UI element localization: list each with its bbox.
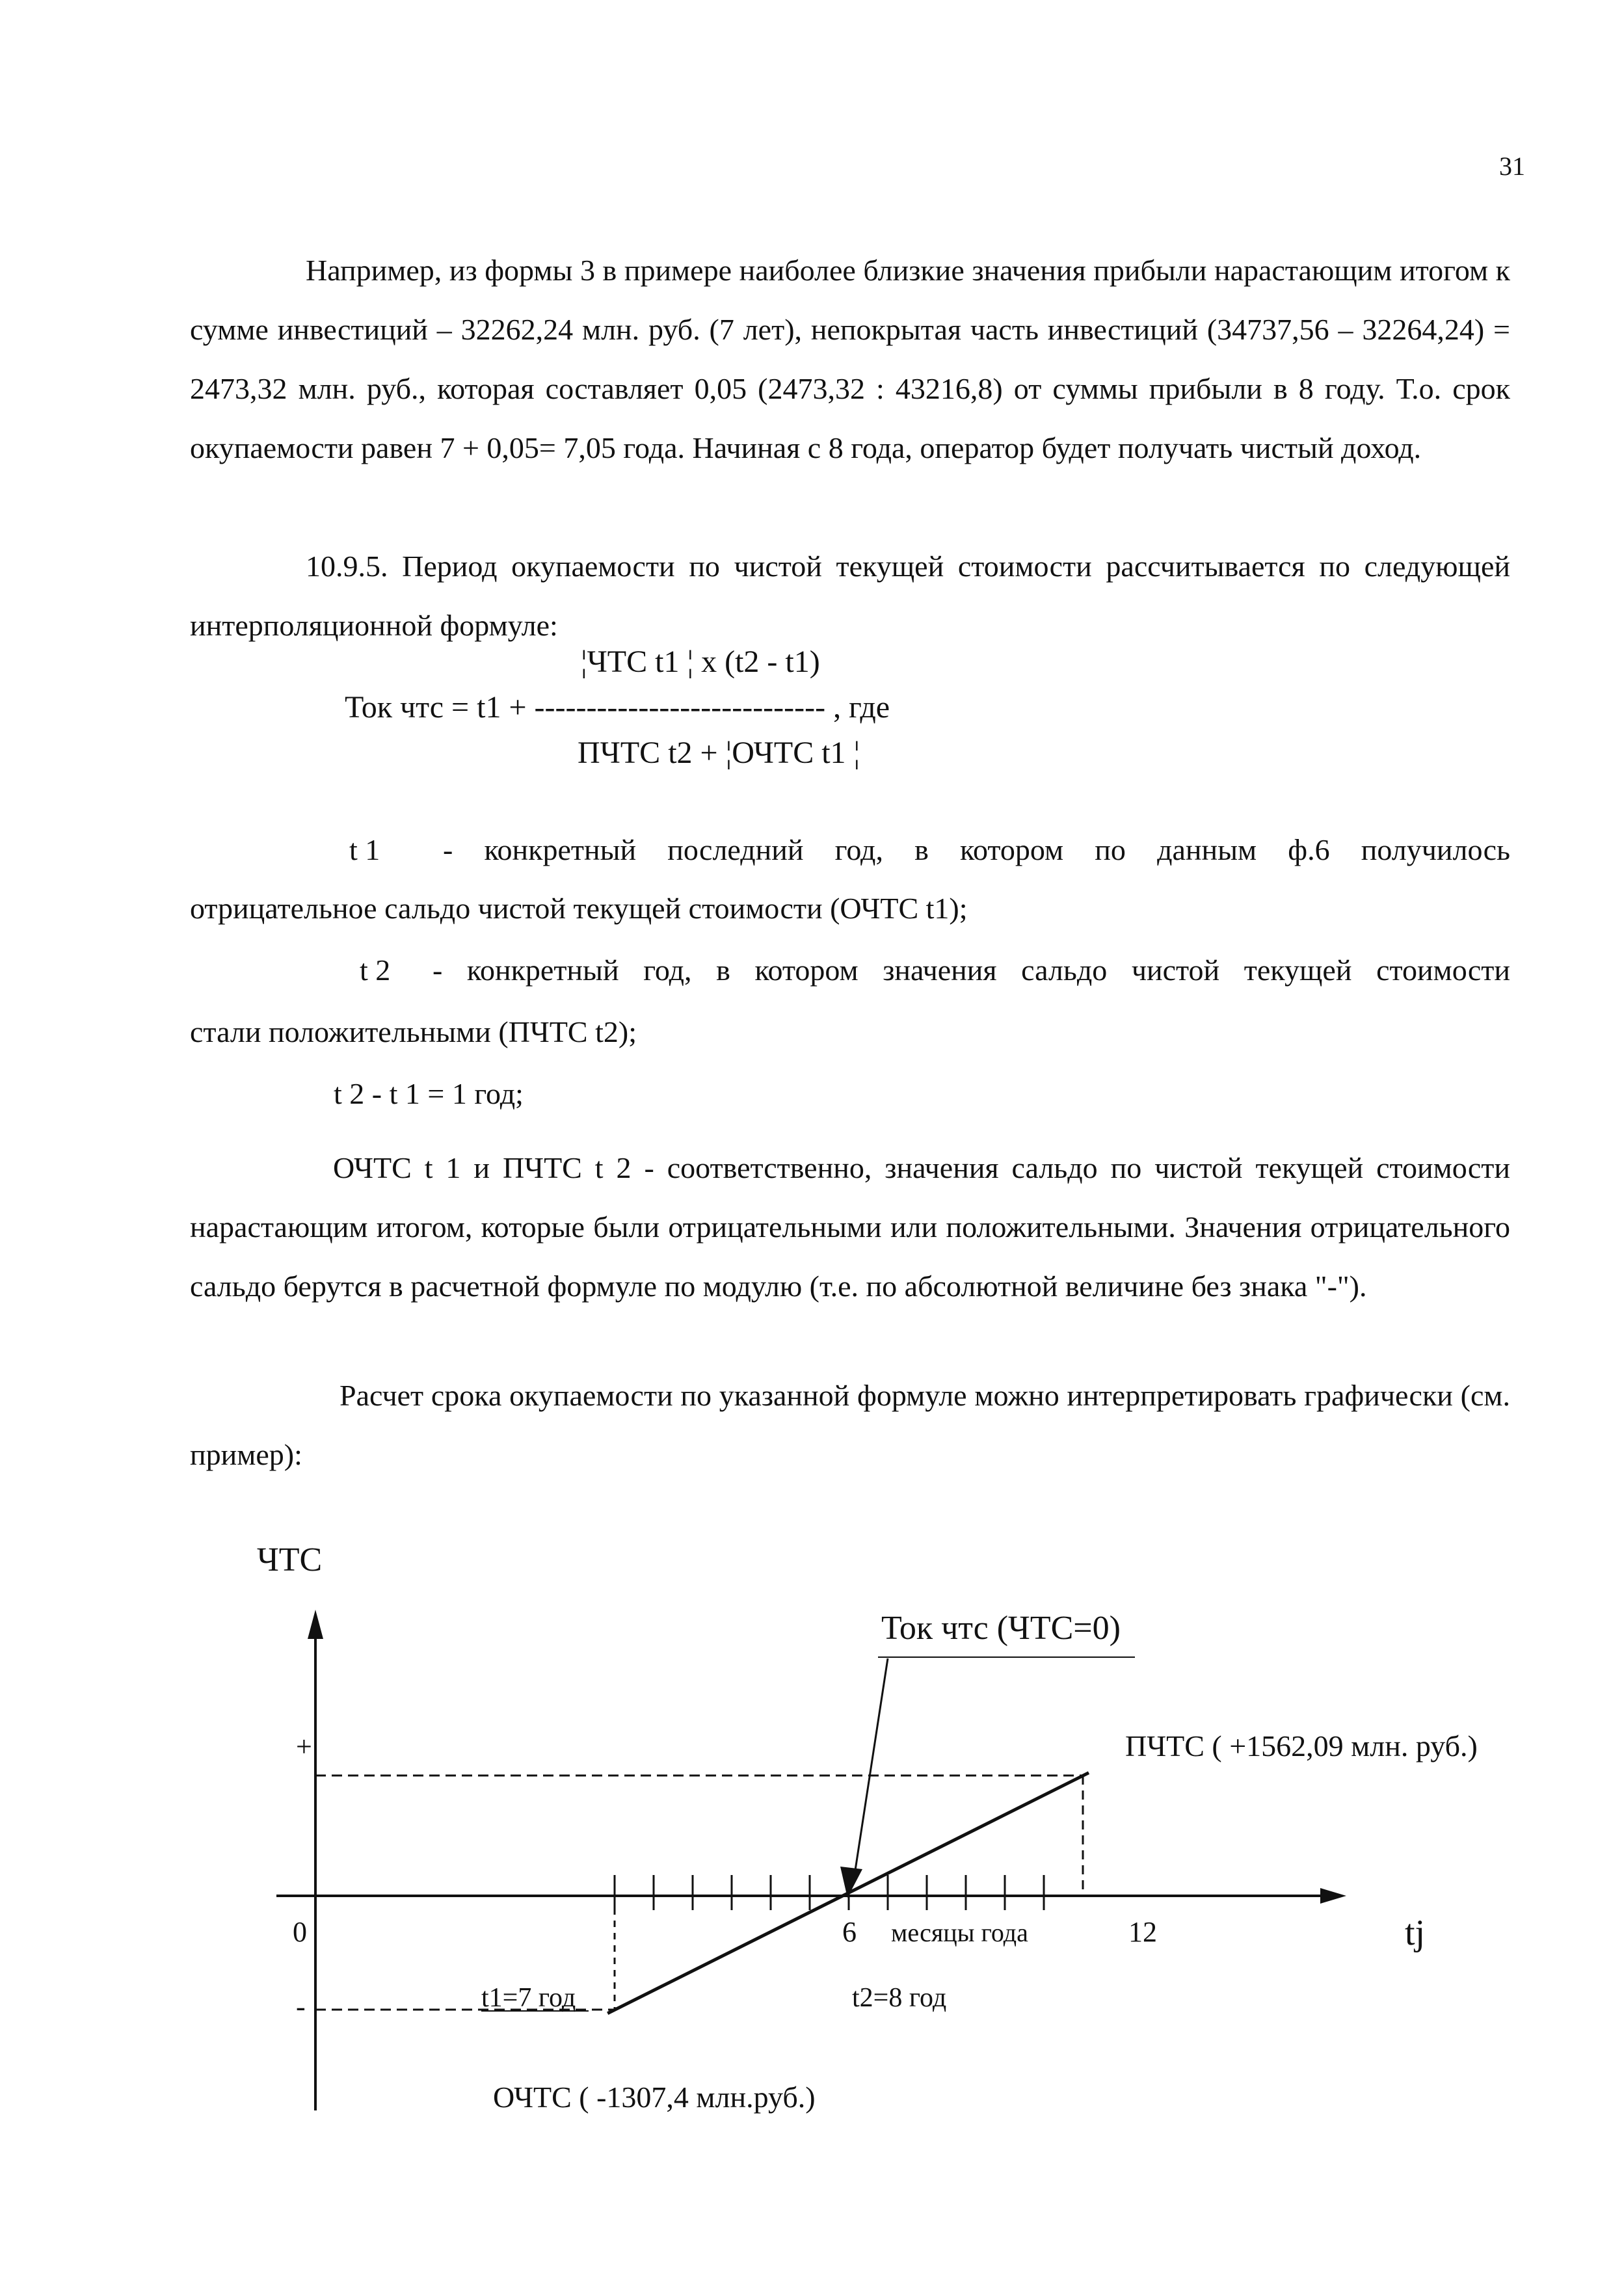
x-axis-arrow bbox=[1320, 1888, 1346, 1904]
payback-label: Ток чтс (ЧТС=0) bbox=[881, 1610, 1121, 1647]
negative-label: ОЧТС ( -1307,4 млн.руб.) bbox=[493, 2081, 816, 2114]
positive-label: ПЧТС ( +1562,09 млн. руб.) bbox=[1125, 1729, 1478, 1763]
formula-numerator: ¦ЧТС t1 ¦ x (t2 - t1) bbox=[581, 645, 820, 679]
formula-suffix: , где bbox=[825, 690, 890, 725]
def-t1-line2: отрицательное сальдо чистой текущей стоимости (ОЧТС t1); bbox=[190, 892, 968, 925]
x-tick-6: 6 bbox=[842, 1916, 857, 1948]
t-difference: t 2 - t 1 = 1 год; bbox=[334, 1077, 524, 1110]
def-t1-symbol: t 1 bbox=[349, 833, 380, 866]
formula-lhs-text: Ток чтс = t1 + bbox=[345, 690, 535, 725]
def-t1-line1: - конкретный последний год, в котором по данным ф.6 получилось bbox=[443, 833, 1510, 866]
t1-label: t1=7 год bbox=[481, 1983, 576, 2013]
formula-fraction-bar: ---------------------------- bbox=[534, 690, 826, 725]
t2-label: t2=8 год bbox=[852, 1983, 947, 2013]
y-mark-minus: - bbox=[296, 1991, 306, 2023]
month-ticks bbox=[615, 1875, 1044, 1910]
formula-denominator: ПЧТС t2 + ¦ОЧТС t1 ¦ bbox=[578, 736, 860, 770]
paragraph-example: Например, из формы 3 в примере наиболее близкие значения прибыли нарастающим итогом к сумме инвестиций – 32262,24 млн. руб. (7 лет), непокрытая часть инвестиций (34737,56 – 32264,24) = 2473,32 млн. руб., которая составляет 0,05 (2473,32 : 43216,8) от суммы прибыли в 8 году. Т.о. срок окупаемости равен 7 + 0,05= 7,05 года. Начиная с 8 года, оператор будет получать чистый доход. bbox=[190, 254, 1510, 464]
def-t2-symbol: t 2 bbox=[360, 953, 391, 987]
def-t2-line1: - конкретный год, в котором значения сальдо чистой текущей стоимости bbox=[433, 953, 1510, 987]
x-tick-12: 12 bbox=[1128, 1916, 1157, 1948]
x-tick-0: 0 bbox=[293, 1916, 307, 1948]
paragraph-graphic: Расчет срока окупаемости по указанной формуле можно интерпретировать графически (см. пример): bbox=[190, 1379, 1510, 1471]
y-axis-arrow bbox=[308, 1610, 323, 1639]
y-axis-label: ЧТС bbox=[257, 1541, 323, 1578]
payback-pointer bbox=[853, 1658, 888, 1883]
x-axis-note: месяцы года bbox=[891, 1918, 1028, 1947]
x-axis-label: tj bbox=[1405, 1913, 1426, 1953]
y-mark-plus: + bbox=[296, 1731, 312, 1763]
def-t2-line2: стали положительными (ПЧТС t2); bbox=[190, 1015, 637, 1048]
paragraph-ochts-pchts: ОЧТС t 1 и ПЧТС t 2 - соответственно, значения сальдо по чистой текущей стоимости нарастающим итогом, которые были отрицательными или положительными. Значения отрицательного сальдо берутся в расчетной формуле по модулю (т.е. по абсолютной величине без знака "-"). bbox=[190, 1151, 1510, 1303]
paragraph-10-9-5: 10.9.5. Период окупаемости по чистой текущей стоимости рассчитывается по следующей интерполяционной формуле: bbox=[190, 550, 1510, 642]
page-number: 31 bbox=[1499, 152, 1525, 181]
